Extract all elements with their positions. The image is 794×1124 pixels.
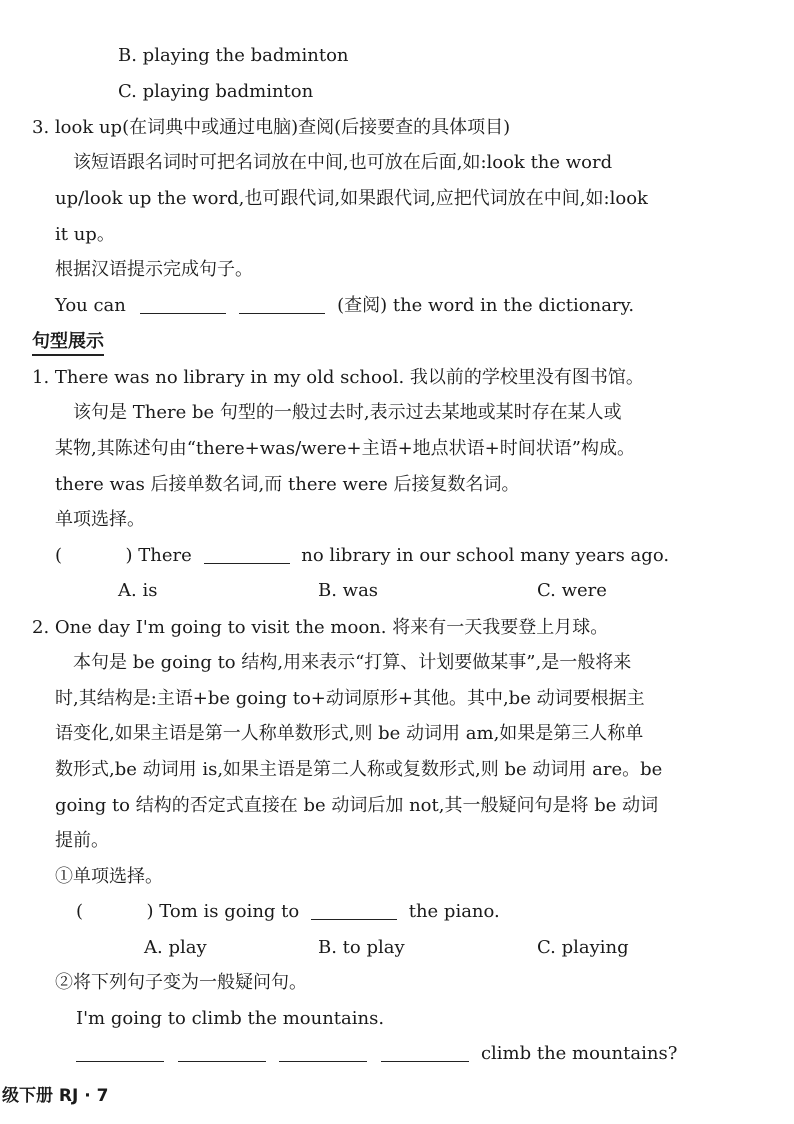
pattern2-explain-3: 语变化,如果主语是第一人称单数形式,则 be 动词用 am,如果是第三人称单: [55, 723, 644, 744]
pattern1-question: [55, 544, 669, 568]
pattern1-explain-3: there was 后接单数名词,而 there were 后接复数名词。: [55, 474, 520, 495]
pattern2-opt-b: B. to play: [318, 937, 405, 958]
pattern1-opt-a: A. is: [118, 580, 158, 601]
option-b: B. playing the badminton: [118, 45, 349, 66]
pattern2-task2: ②将下列句子变为一般疑问句。: [55, 972, 307, 993]
answer-blank-4[interactable]: [381, 1043, 469, 1062]
pattern2-explain-6: 提前。: [55, 830, 109, 851]
answer-blank-1[interactable]: [76, 1043, 164, 1062]
pattern1-heading: 1. There was no library in my old school. 我以前的学校里没有图书馆。: [32, 367, 644, 388]
pattern2-heading: 2. One day I'm going to visit the moon. 将来有一天我要登上月球。: [32, 617, 609, 638]
section-title-text: 句型展示: [32, 331, 104, 356]
question-blank[interactable]: [311, 901, 397, 920]
sentence-hint: (查阅): [337, 295, 388, 316]
pattern2-question: [76, 900, 500, 924]
answer-blank-2[interactable]: [178, 1043, 266, 1062]
pattern2-opt-a: A. play: [144, 937, 207, 958]
answer-paren-close: ): [125, 545, 133, 566]
pattern2-answer: [76, 1042, 677, 1066]
section-title: [32, 330, 104, 354]
answer-paren-open: (: [76, 901, 84, 922]
page-footer: 级下册 RJ · 7: [2, 1086, 109, 1106]
pattern2-task1: ①单项选择。: [55, 866, 163, 887]
pattern1-opt-b: B. was: [318, 580, 379, 601]
pattern2-given: I'm going to climb the mountains.: [76, 1008, 385, 1029]
answer-blank-3[interactable]: [279, 1043, 367, 1062]
option-c: C. playing badminton: [118, 81, 314, 102]
sentence-end: the word in the dictionary.: [392, 295, 635, 316]
question-end: the piano.: [408, 901, 500, 922]
item3-explain-2: up/look up the word,也可跟代词,如果跟代词,应把代词放在中间,如:look: [55, 188, 648, 209]
answer-paren-open: (: [55, 545, 63, 566]
pattern2-explain-1: 本句是 be going to 结构,用来表示“打算、计划要做某事”,是一般将来: [73, 652, 632, 673]
pattern2-explain-4: 数形式,be 动词用 is,如果主语是第二人称或复数形式,则 be 动词用 are。be: [55, 759, 663, 780]
item3-heading: 3. look up(在词典中或通过电脑)查阅(后接要查的具体项目): [32, 117, 511, 138]
question-start: Tom is going to: [159, 901, 300, 922]
question-blank[interactable]: [204, 545, 290, 564]
item3-sentence: [55, 294, 634, 318]
pattern1-opt-c: C. were: [537, 580, 607, 601]
answer-paren-close: ): [146, 901, 154, 922]
pattern2-explain-5: going to 结构的否定式直接在 be 动词后加 not,其一般疑问句是将 be 动词: [55, 795, 659, 816]
answer-blank-2[interactable]: [239, 295, 325, 314]
pattern1-explain-2: 某物,其陈述句由“there+was/were+主语+地点状语+时间状语”构成。: [55, 438, 635, 459]
answer-blank-1[interactable]: [140, 295, 226, 314]
question-end: no library in our school many years ago.: [301, 545, 670, 566]
question-start: There: [138, 545, 192, 566]
sentence-start: You can: [55, 295, 126, 316]
pattern2-explain-2: 时,其结构是:主语+be going to+动词原形+其他。其中,be 动词要根据主: [55, 688, 645, 709]
answer-end: climb the mountains?: [480, 1043, 678, 1064]
item3-task: 根据汉语提示完成句子。: [55, 259, 253, 280]
pattern1-task: 单项选择。: [55, 509, 145, 530]
pattern2-opt-c: C. playing: [537, 937, 629, 958]
pattern1-explain-1: 该句是 There be 句型的一般过去时,表示过去某地或某时存在某人或: [73, 402, 622, 423]
item3-explain-1: 该短语跟名词时可把名词放在中间,也可放在后面,如:look the word: [73, 152, 613, 173]
item3-explain-3: it up。: [55, 224, 115, 245]
